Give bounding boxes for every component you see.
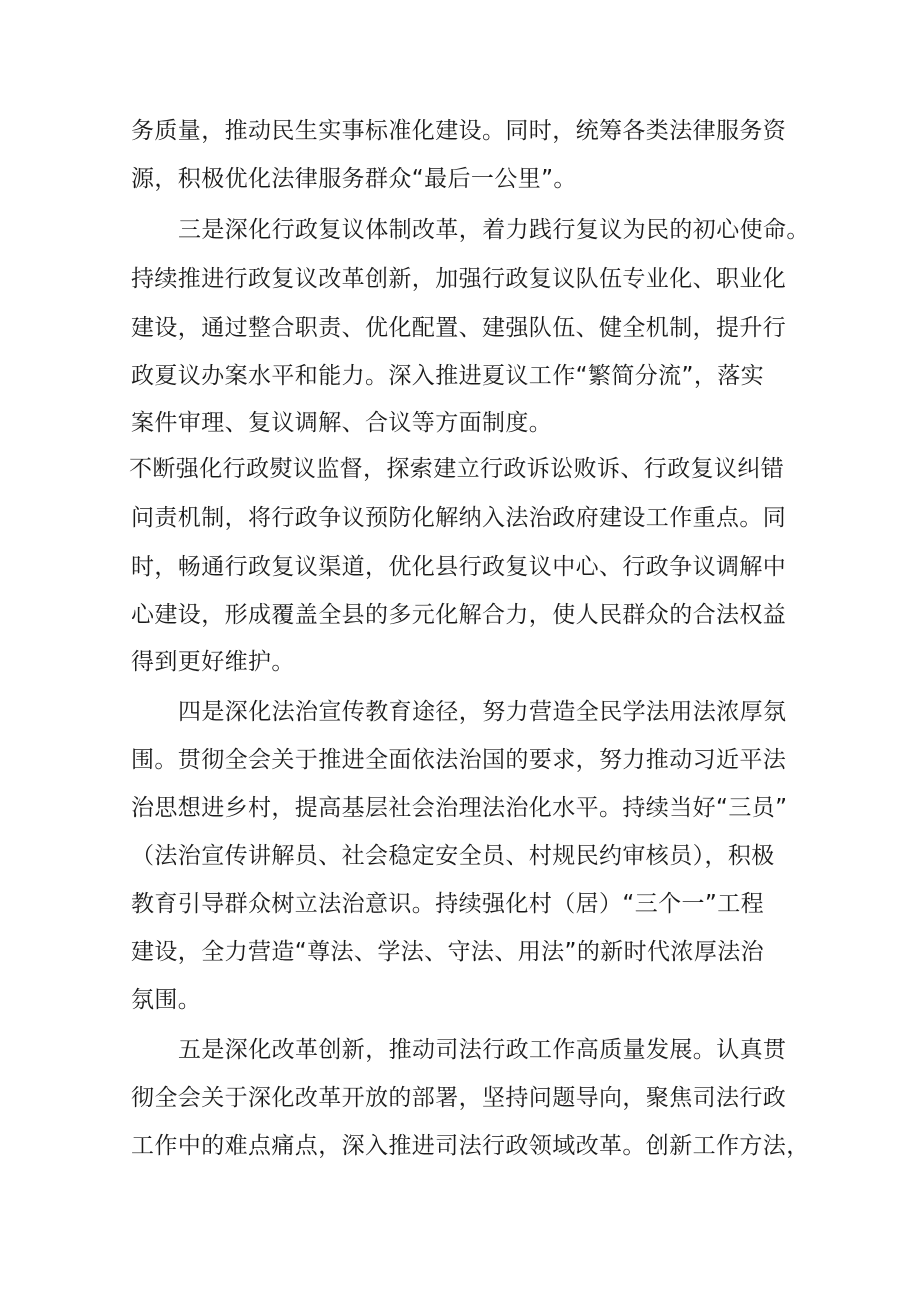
text-line: 务质量，推动民生实事标准化建设。同时，统筹各类法律服务资 xyxy=(131,118,787,144)
text-line: 心建设，形成覆盖全县的多元化解合力，使人民群众的合法权益 xyxy=(131,602,787,628)
text-line: 问责机制，将行政争议预防化解纳入法治政府建设工作重点。同 xyxy=(131,505,787,531)
text-line: 建设，通过整合职责、优化配置、建强队伍、健全机制，提升行 xyxy=(131,315,787,341)
paragraph-first-line: 三是深化行政复议体制改革，着力践行复议为民的初心使命。 xyxy=(178,217,810,243)
paragraph-first-line: 五是深化改革创新，推动司法行政工作高质量发展。认真贯 xyxy=(178,1037,787,1063)
text-line: 源，积极优化法律服务群众“最后一公里”。 xyxy=(131,166,577,192)
text-line: 治思想进乡村，提高基层社会治理法治化水平。持续当好“三员” xyxy=(131,795,788,821)
text-line: 案件审理、复议调解、合议等方面制度。 xyxy=(131,410,553,436)
text-line: 彻全会关于深化改革开放的部署，坚持问题导向，聚焦司法行政 xyxy=(131,1085,787,1111)
text-line: 氛围。 xyxy=(131,987,202,1013)
text-line: 得到更好维护。 xyxy=(131,649,295,675)
text-line: 持续推进行政复议改革创新，加强行政复议队伍专业化、职业化 xyxy=(131,266,787,292)
paragraph-first-line: 四是深化法治宣传教育途径，努力营造全民学法用法浓厚氛 xyxy=(178,699,787,725)
text-line: 教育引导群众树立法治意识。持续强化村（居）“三个一”工程 xyxy=(131,891,765,917)
text-line: （法治宣传讲解员、社会稳定安全员、村规民约审核员），积极 xyxy=(131,843,775,869)
text-line: 工作中的难点痛点，深入推进司法行政领域改革。创新工作方法， xyxy=(131,1133,810,1159)
text-line: 政夏议办案水平和能力。深入推进夏议工作“繁简分流”，落实 xyxy=(131,363,765,389)
text-line: 不断强化行政熨议监督，探索建立行政诉讼败诉、行政复议纠错 xyxy=(129,456,785,482)
text-line: 建设，全力营造“尊法、学法、守法、用法”的新时代浓厚法治 xyxy=(131,939,765,965)
text-line: 围。贯彻全会关于推进全面依法治国的要求，努力推动习近平法 xyxy=(131,747,787,773)
text-line: 时，畅通行政复议渠道，优化县行政复议中心、行政争议调解中 xyxy=(131,554,787,580)
